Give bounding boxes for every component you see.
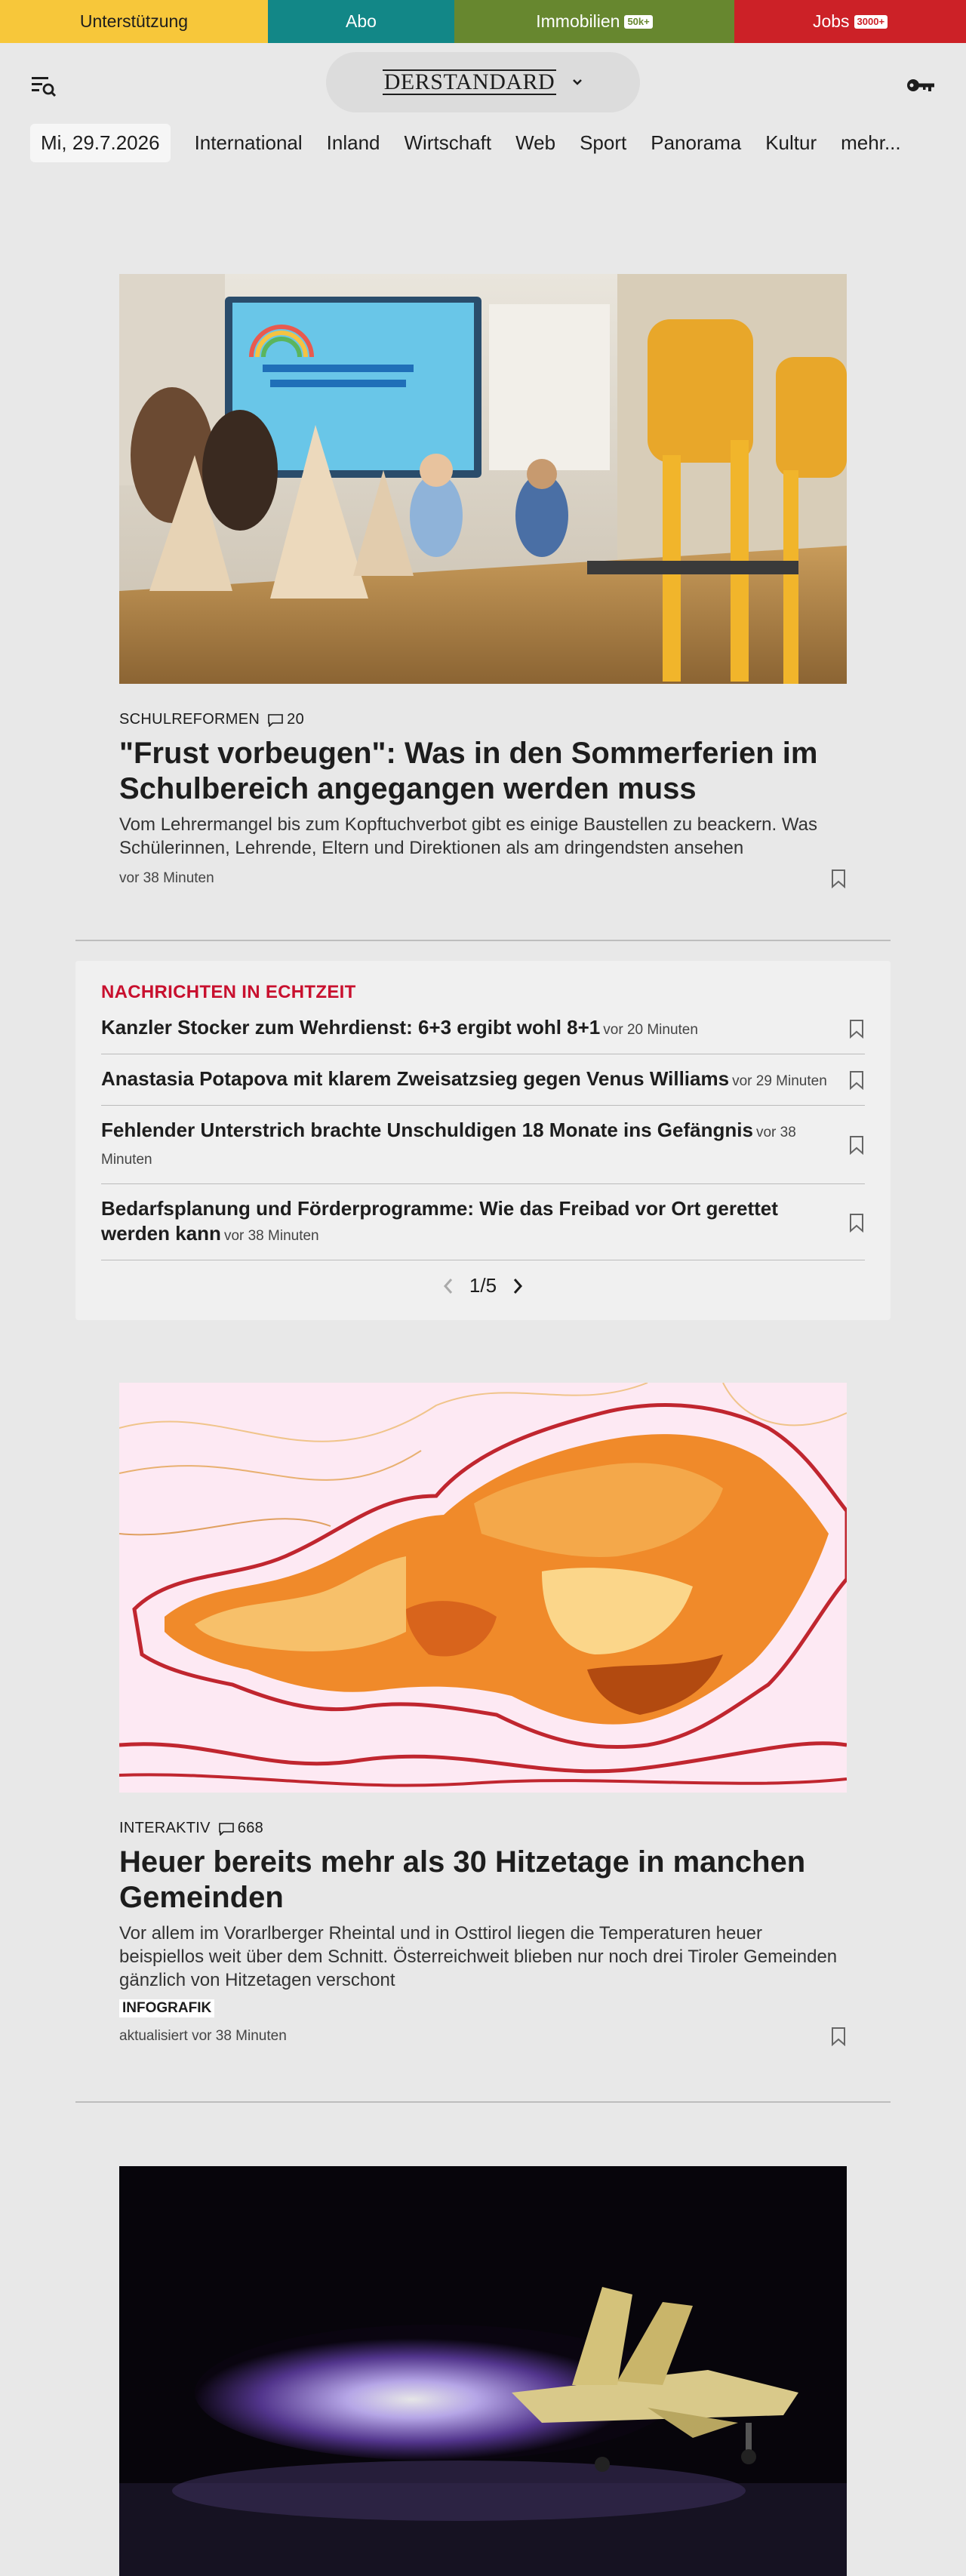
- live-news-box: [75, 961, 891, 1320]
- comment-count-value: 20: [287, 711, 304, 728]
- live-news-headline: Fehlender Unterstrich brachte Unschuldigen 18 Monate ins Gefängnis: [101, 1119, 753, 1141]
- logo-switcher[interactable]: [326, 52, 640, 112]
- live-news-time: vor 20 Minuten: [603, 1022, 698, 1038]
- bookmark-icon[interactable]: [830, 2027, 847, 2046]
- live-news-headline: Bedarfsplanung und Förderprogramme: Wie das Freibad vor Ort gerettet werden kann: [101, 1197, 778, 1245]
- live-news-time: vor 29 Minuten: [732, 1073, 827, 1089]
- bookmark-icon[interactable]: [848, 1135, 865, 1155]
- teaser-kicker: [119, 1820, 847, 1837]
- bookmark-icon[interactable]: [848, 1019, 865, 1039]
- teaser-lede: Vor allem im Vorarlberger Rheintal und in Osttirol liegen die Temperaturen heuer beispiellos weit über dem Schnitt. Österreichweit blieben nur noch drei Tiroler Gemeinden gänzlich von Hitzetagen verschont: [119, 1923, 838, 1990]
- comment-icon: [218, 1822, 235, 1836]
- comment-icon: [267, 713, 284, 727]
- kicker-label: INTERAKTIV: [119, 1820, 211, 1836]
- comment-count[interactable]: [267, 711, 304, 728]
- nav-item-sport[interactable]: Sport: [580, 131, 627, 154]
- live-news-link[interactable]: [101, 1015, 698, 1042]
- section-divider: [75, 940, 891, 941]
- kicker-label: SCHULREFORMEN: [119, 711, 260, 728]
- fighter-jet-image[interactable]: [119, 2166, 847, 2576]
- immobilien-link[interactable]: [454, 0, 734, 43]
- key-icon[interactable]: [906, 75, 936, 96]
- abo-link[interactable]: [268, 0, 454, 43]
- section-divider: [75, 2101, 891, 2103]
- jobs-badge: 3000+: [854, 15, 888, 29]
- teaser-meta: [119, 2027, 847, 2046]
- support-label: Unterstützung: [79, 11, 189, 31]
- live-news-title: NACHRICHTEN IN ECHTZEIT: [101, 982, 356, 1002]
- nav-item-web[interactable]: Web: [515, 131, 556, 154]
- teaser-lede: Vom Lehrermangel bis zum Kopftuchverbot gibt es einige Baustellen zu beackern. Was Schülerinnen, Lehrende, Eltern und Direktionen als am dringendsten ansehen: [119, 814, 817, 858]
- chevron-left-icon[interactable]: [441, 1276, 456, 1296]
- classroom-image[interactable]: [119, 274, 847, 684]
- section-nav: [30, 124, 913, 162]
- current-date: Mi, 29.7.2026: [30, 124, 171, 162]
- abo-label: Abo: [346, 11, 377, 31]
- live-news-headline: Anastasia Potapova mit klarem Zweisatzsieg gegen Venus Williams: [101, 1067, 730, 1090]
- support-link[interactable]: [0, 0, 268, 43]
- teaser-meta: [119, 869, 847, 888]
- nav-item-inland[interactable]: Inland: [326, 131, 380, 154]
- immobilien-label: Immobilien: [536, 11, 620, 31]
- nav-item-panorama[interactable]: Panorama: [651, 131, 742, 154]
- bookmark-icon[interactable]: [848, 1213, 865, 1233]
- live-news-headline: Kanzler Stocker zum Wehrdienst: 6+3 ergibt wohl 8+1: [101, 1016, 601, 1039]
- teaser-headline[interactable]: Heuer bereits mehr als 30 Hitzetage in manchen Gemeinden: [119, 1845, 806, 1914]
- immobilien-badge: 50k+: [624, 15, 652, 29]
- lead-teaser-jet: [119, 2166, 847, 2576]
- lead-teaser-hitzetage: [119, 1383, 847, 2046]
- live-news-time: vor 38 Minuten: [223, 1228, 319, 1244]
- top-service-bar: [0, 0, 966, 43]
- live-news-pager: [101, 1274, 865, 1297]
- teaser-headline[interactable]: "Frust vorbeugen": Was in den Sommerferien im Schulbereich angegangen werden muss: [119, 737, 818, 805]
- jobs-label: Jobs: [812, 11, 850, 31]
- teaser-tag: INFOGRAFIK: [119, 1999, 214, 2017]
- site-logo: DERSTANDARD: [383, 69, 555, 94]
- list-item: [101, 1106, 865, 1184]
- menu-search-icon[interactable]: [30, 73, 57, 97]
- pager-indicator: 1/5: [469, 1274, 497, 1297]
- nav-item-more[interactable]: mehr...: [841, 131, 901, 154]
- nav-item-kultur[interactable]: Kultur: [765, 131, 817, 154]
- bookmark-icon[interactable]: [830, 869, 847, 888]
- live-news-time: vor 38 Minuten: [101, 1125, 796, 1168]
- nav-item-wirtschaft[interactable]: Wirtschaft: [404, 131, 492, 154]
- list-item: [101, 1184, 865, 1260]
- jobs-link[interactable]: [734, 0, 966, 43]
- comment-count-value: 668: [237, 1820, 264, 1836]
- live-news-link[interactable]: [101, 1196, 833, 1248]
- heat-map-image[interactable]: [119, 1383, 847, 1793]
- live-news-link[interactable]: [101, 1118, 833, 1172]
- nav-item-international[interactable]: International: [194, 131, 303, 154]
- teaser-kicker: [119, 711, 847, 728]
- site-header: [0, 43, 966, 118]
- lead-teaser-schulreformen: [119, 274, 847, 888]
- chevron-down-icon: [571, 78, 583, 87]
- comment-count[interactable]: [218, 1820, 263, 1837]
- teaser-time: vor 38 Minuten: [119, 870, 214, 886]
- list-item: [101, 1003, 865, 1054]
- live-news-link[interactable]: [101, 1066, 827, 1094]
- list-item: [101, 1054, 865, 1106]
- bookmark-icon[interactable]: [848, 1070, 865, 1090]
- teaser-time: aktualisiert vor 38 Minuten: [119, 2028, 287, 2044]
- chevron-right-icon[interactable]: [510, 1276, 525, 1296]
